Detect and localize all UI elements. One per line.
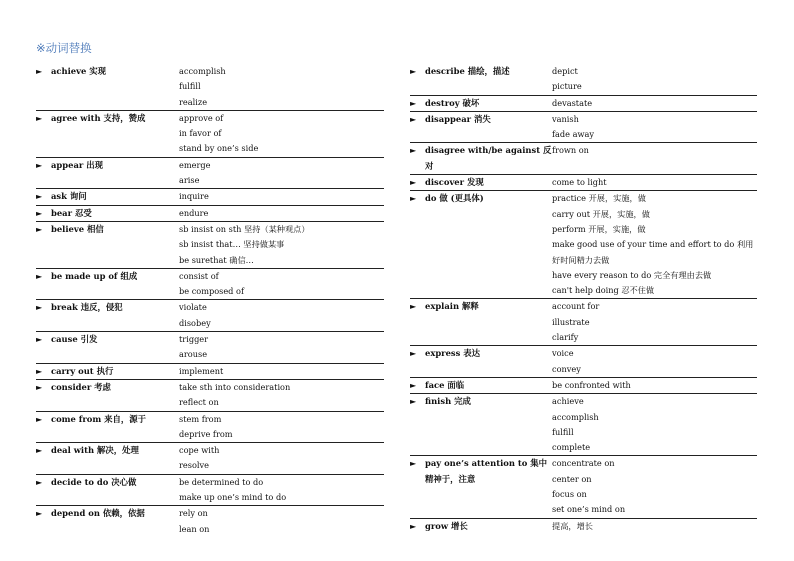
entry-term: pay one’s attention to 集中精神于，注意: [425, 458, 547, 484]
entry-term: break 违反，侵犯: [51, 302, 123, 313]
synonym: fulfill: [552, 426, 574, 437]
entry-term: explain 解释: [425, 301, 479, 312]
entry-term: achieve 实现: [51, 66, 106, 76]
synonym: stand by one’s side: [179, 143, 259, 154]
synonym: rely on: [179, 508, 208, 519]
synonym: arouse: [179, 349, 208, 360]
synonym: approve of: [179, 112, 224, 123]
bullet-arrow-icon: ►: [410, 178, 417, 188]
vocab-entry: [36, 158, 384, 190]
entry-term: finish 完成: [425, 396, 471, 407]
synonym: fulfill: [179, 81, 201, 92]
synonym-list: [552, 346, 757, 377]
synonym: have every reason to do 完全有理由去做: [552, 269, 712, 280]
entry-term: decide to do 决心做: [51, 476, 137, 487]
synonym: be composed of: [179, 286, 244, 297]
bullet-arrow-icon: ►: [410, 98, 417, 108]
synonym: consist of: [179, 270, 219, 281]
entry-term: depend on 依赖，依据: [51, 508, 145, 519]
vocab-entry: [410, 378, 757, 394]
synonym: take sth into consideration: [179, 381, 291, 392]
synonym-list: [179, 300, 384, 331]
entry-term: ask 询问: [51, 191, 87, 202]
vocab-entry: [36, 412, 384, 444]
vocab-entry: [36, 380, 384, 412]
synonym: perform 开展，实施，做: [552, 223, 646, 234]
synonym-list: [552, 112, 757, 143]
vocab-entry: [36, 206, 384, 222]
bullet-arrow-icon: ►: [36, 224, 43, 234]
synonym: endure: [179, 207, 209, 218]
synonym: be surethat 确信…: [179, 254, 254, 265]
entry-term: grow 增长: [425, 520, 468, 531]
vocab-entry: [410, 299, 757, 346]
vocab-entry: [410, 191, 757, 299]
bullet-arrow-icon: ►: [36, 271, 43, 281]
vocab-entry: [36, 111, 384, 158]
synonym: make up one’s mind to do: [179, 492, 287, 503]
entry-term: agree with 支持，赞成: [51, 112, 146, 123]
bullet-arrow-icon: ►: [36, 366, 43, 376]
synonym: concentrate on: [552, 458, 615, 469]
bullet-arrow-icon: ►: [36, 509, 43, 519]
synonym-list: [552, 96, 757, 111]
entry-term: believe 相信: [51, 223, 104, 234]
synonym: deprive from: [179, 428, 233, 439]
entry-term: destroy 破坏: [425, 97, 480, 108]
vocab-entry: [36, 300, 384, 332]
synonym: be confronted with: [552, 379, 631, 390]
bullet-arrow-icon: ►: [410, 114, 417, 124]
synonym-list: [179, 332, 384, 363]
synonym-list: [179, 506, 384, 537]
synonym: carry out 开展，实施，做: [552, 208, 650, 219]
synonym: realize: [179, 96, 208, 107]
bullet-arrow-icon: ►: [36, 477, 43, 487]
vocab-entry: [410, 175, 757, 191]
entry-term: consider 考虑: [51, 381, 111, 392]
synonym: picture: [552, 81, 582, 92]
entry-term: carry out 执行: [51, 365, 114, 376]
synonym: depict: [552, 66, 578, 76]
synonym: violate: [179, 302, 207, 313]
synonym: inquire: [179, 191, 209, 202]
synonym: practice 开展，实施，做: [552, 193, 646, 204]
entry-term: disappear 消失: [425, 113, 491, 124]
synonym: implement: [179, 365, 224, 376]
synonym-list: [179, 364, 384, 379]
entry-term: bear 忍受: [51, 207, 92, 218]
bullet-arrow-icon: ►: [410, 380, 417, 390]
vocab-entry: [36, 189, 384, 205]
synonym-list: [552, 299, 757, 345]
synonym: illustrate: [552, 316, 590, 327]
bullet-arrow-icon: ►: [36, 303, 43, 313]
vocab-entry: [36, 64, 384, 111]
synonym-list: [552, 64, 757, 95]
bullet-arrow-icon: ►: [410, 349, 417, 359]
vocab-entry: [36, 269, 384, 301]
vocab-entry: [36, 332, 384, 364]
synonym: accomplish: [552, 411, 599, 422]
entry-term: disagree with/be against 反对: [425, 145, 552, 171]
bullet-arrow-icon: ►: [36, 192, 43, 202]
bullet-arrow-icon: ►: [410, 194, 417, 204]
vocab-entry: [36, 443, 384, 475]
synonym-list: [552, 378, 757, 393]
synonym-list: [179, 111, 384, 157]
synonym: make good use of your time and effort to do 利用好时间精力去做: [552, 239, 754, 265]
synonym: accomplish: [179, 66, 226, 76]
synonym: frown on: [552, 145, 589, 156]
synonym-list: [552, 519, 757, 534]
synonym: disobey: [179, 317, 211, 328]
synonym-list: [179, 269, 384, 300]
bullet-arrow-icon: ►: [410, 397, 417, 407]
vocab-entry: [410, 96, 757, 112]
bullet-arrow-icon: ►: [410, 302, 417, 312]
synonym-list: [552, 143, 757, 174]
synonym: trigger: [179, 334, 209, 345]
synonym-list: [552, 456, 757, 517]
synonym-list: [179, 412, 384, 443]
synonym: center on: [552, 473, 592, 484]
right-column: [410, 64, 757, 534]
bullet-arrow-icon: ►: [36, 67, 43, 76]
entry-term: do 做 (更具体): [425, 193, 484, 204]
synonym-list: [179, 189, 384, 204]
synonym-list: [179, 158, 384, 189]
vocab-entry: [36, 506, 384, 537]
entry-term: deal with 解决，处理: [51, 445, 139, 456]
synonym-list: [179, 380, 384, 411]
entry-term: be made up of 组成: [51, 270, 138, 281]
entry-term: appear 出现: [51, 159, 103, 170]
vocab-entry: [36, 475, 384, 507]
entry-term: cause 引发: [51, 334, 98, 345]
synonym: can't help doing 忍不住做: [552, 285, 655, 296]
vocab-entry: [410, 112, 757, 144]
synonym: emerge: [179, 159, 211, 170]
synonym: achieve: [552, 396, 584, 407]
synonym: sb insist that… 坚持做某事: [179, 239, 285, 250]
vocab-entry: [410, 519, 757, 534]
bullet-arrow-icon: ►: [410, 67, 417, 76]
synonym: cope with: [179, 445, 220, 456]
vocab-entry: [410, 394, 757, 456]
synonym: in favor of: [179, 128, 222, 139]
synonym: vanish: [552, 113, 579, 124]
vocab-entry: [36, 222, 384, 269]
synonym: devastate: [552, 97, 593, 108]
synonym: resolve: [179, 460, 209, 471]
bullet-arrow-icon: ►: [36, 335, 43, 345]
synonym: 提高，增长: [552, 520, 593, 531]
vocab-entry: [410, 143, 757, 175]
synonym: be determined to do: [179, 476, 264, 487]
synonym-list: [179, 443, 384, 474]
synonym: come to light: [552, 177, 607, 188]
synonym-list: [179, 475, 384, 506]
bullet-arrow-icon: ►: [36, 113, 43, 123]
synonym: account for: [552, 301, 600, 312]
bullet-arrow-icon: ►: [36, 208, 43, 218]
bullet-arrow-icon: ►: [410, 459, 417, 469]
synonym-list: [552, 175, 757, 190]
synonym: lean on: [179, 523, 210, 534]
synonym: arise: [179, 175, 200, 186]
bullet-arrow-icon: ►: [36, 382, 43, 392]
bullet-arrow-icon: ►: [36, 446, 43, 456]
synonym: fade away: [552, 129, 594, 140]
vocab-entry: [36, 364, 384, 380]
vocab-entry: [410, 64, 757, 96]
synonym: clarify: [552, 332, 579, 343]
synonym: voice: [552, 348, 574, 359]
entry-term: describe 描绘，描述: [425, 66, 510, 76]
synonym-list: [552, 394, 757, 455]
synonym: complete: [552, 442, 591, 453]
synonym: convey: [552, 363, 581, 374]
bullet-arrow-icon: ►: [36, 414, 43, 424]
left-column: [36, 64, 384, 537]
synonym-list: [179, 64, 384, 110]
bullet-arrow-icon: ►: [410, 521, 417, 531]
synonym: reflect on: [179, 397, 219, 408]
synonym: sb insist on sth 坚持（某种观点）: [179, 223, 310, 234]
synonym: set one’s mind on: [552, 504, 626, 515]
bullet-arrow-icon: ►: [410, 146, 417, 156]
synonym-list: [179, 206, 384, 221]
vocab-entry: [410, 456, 757, 518]
entry-term: face 面临: [425, 379, 465, 390]
page-heading: ※动词替换: [36, 41, 92, 55]
bullet-arrow-icon: ►: [36, 160, 43, 170]
entry-term: come from 来自，源于: [51, 413, 147, 424]
entry-term: express 表达: [425, 348, 481, 359]
vocab-entry: [410, 346, 757, 378]
synonym-list: [179, 222, 384, 268]
entry-term: discover 发现: [425, 177, 484, 188]
synonym: focus on: [552, 489, 587, 500]
synonym: stem from: [179, 413, 222, 424]
synonym-list: [552, 191, 757, 298]
